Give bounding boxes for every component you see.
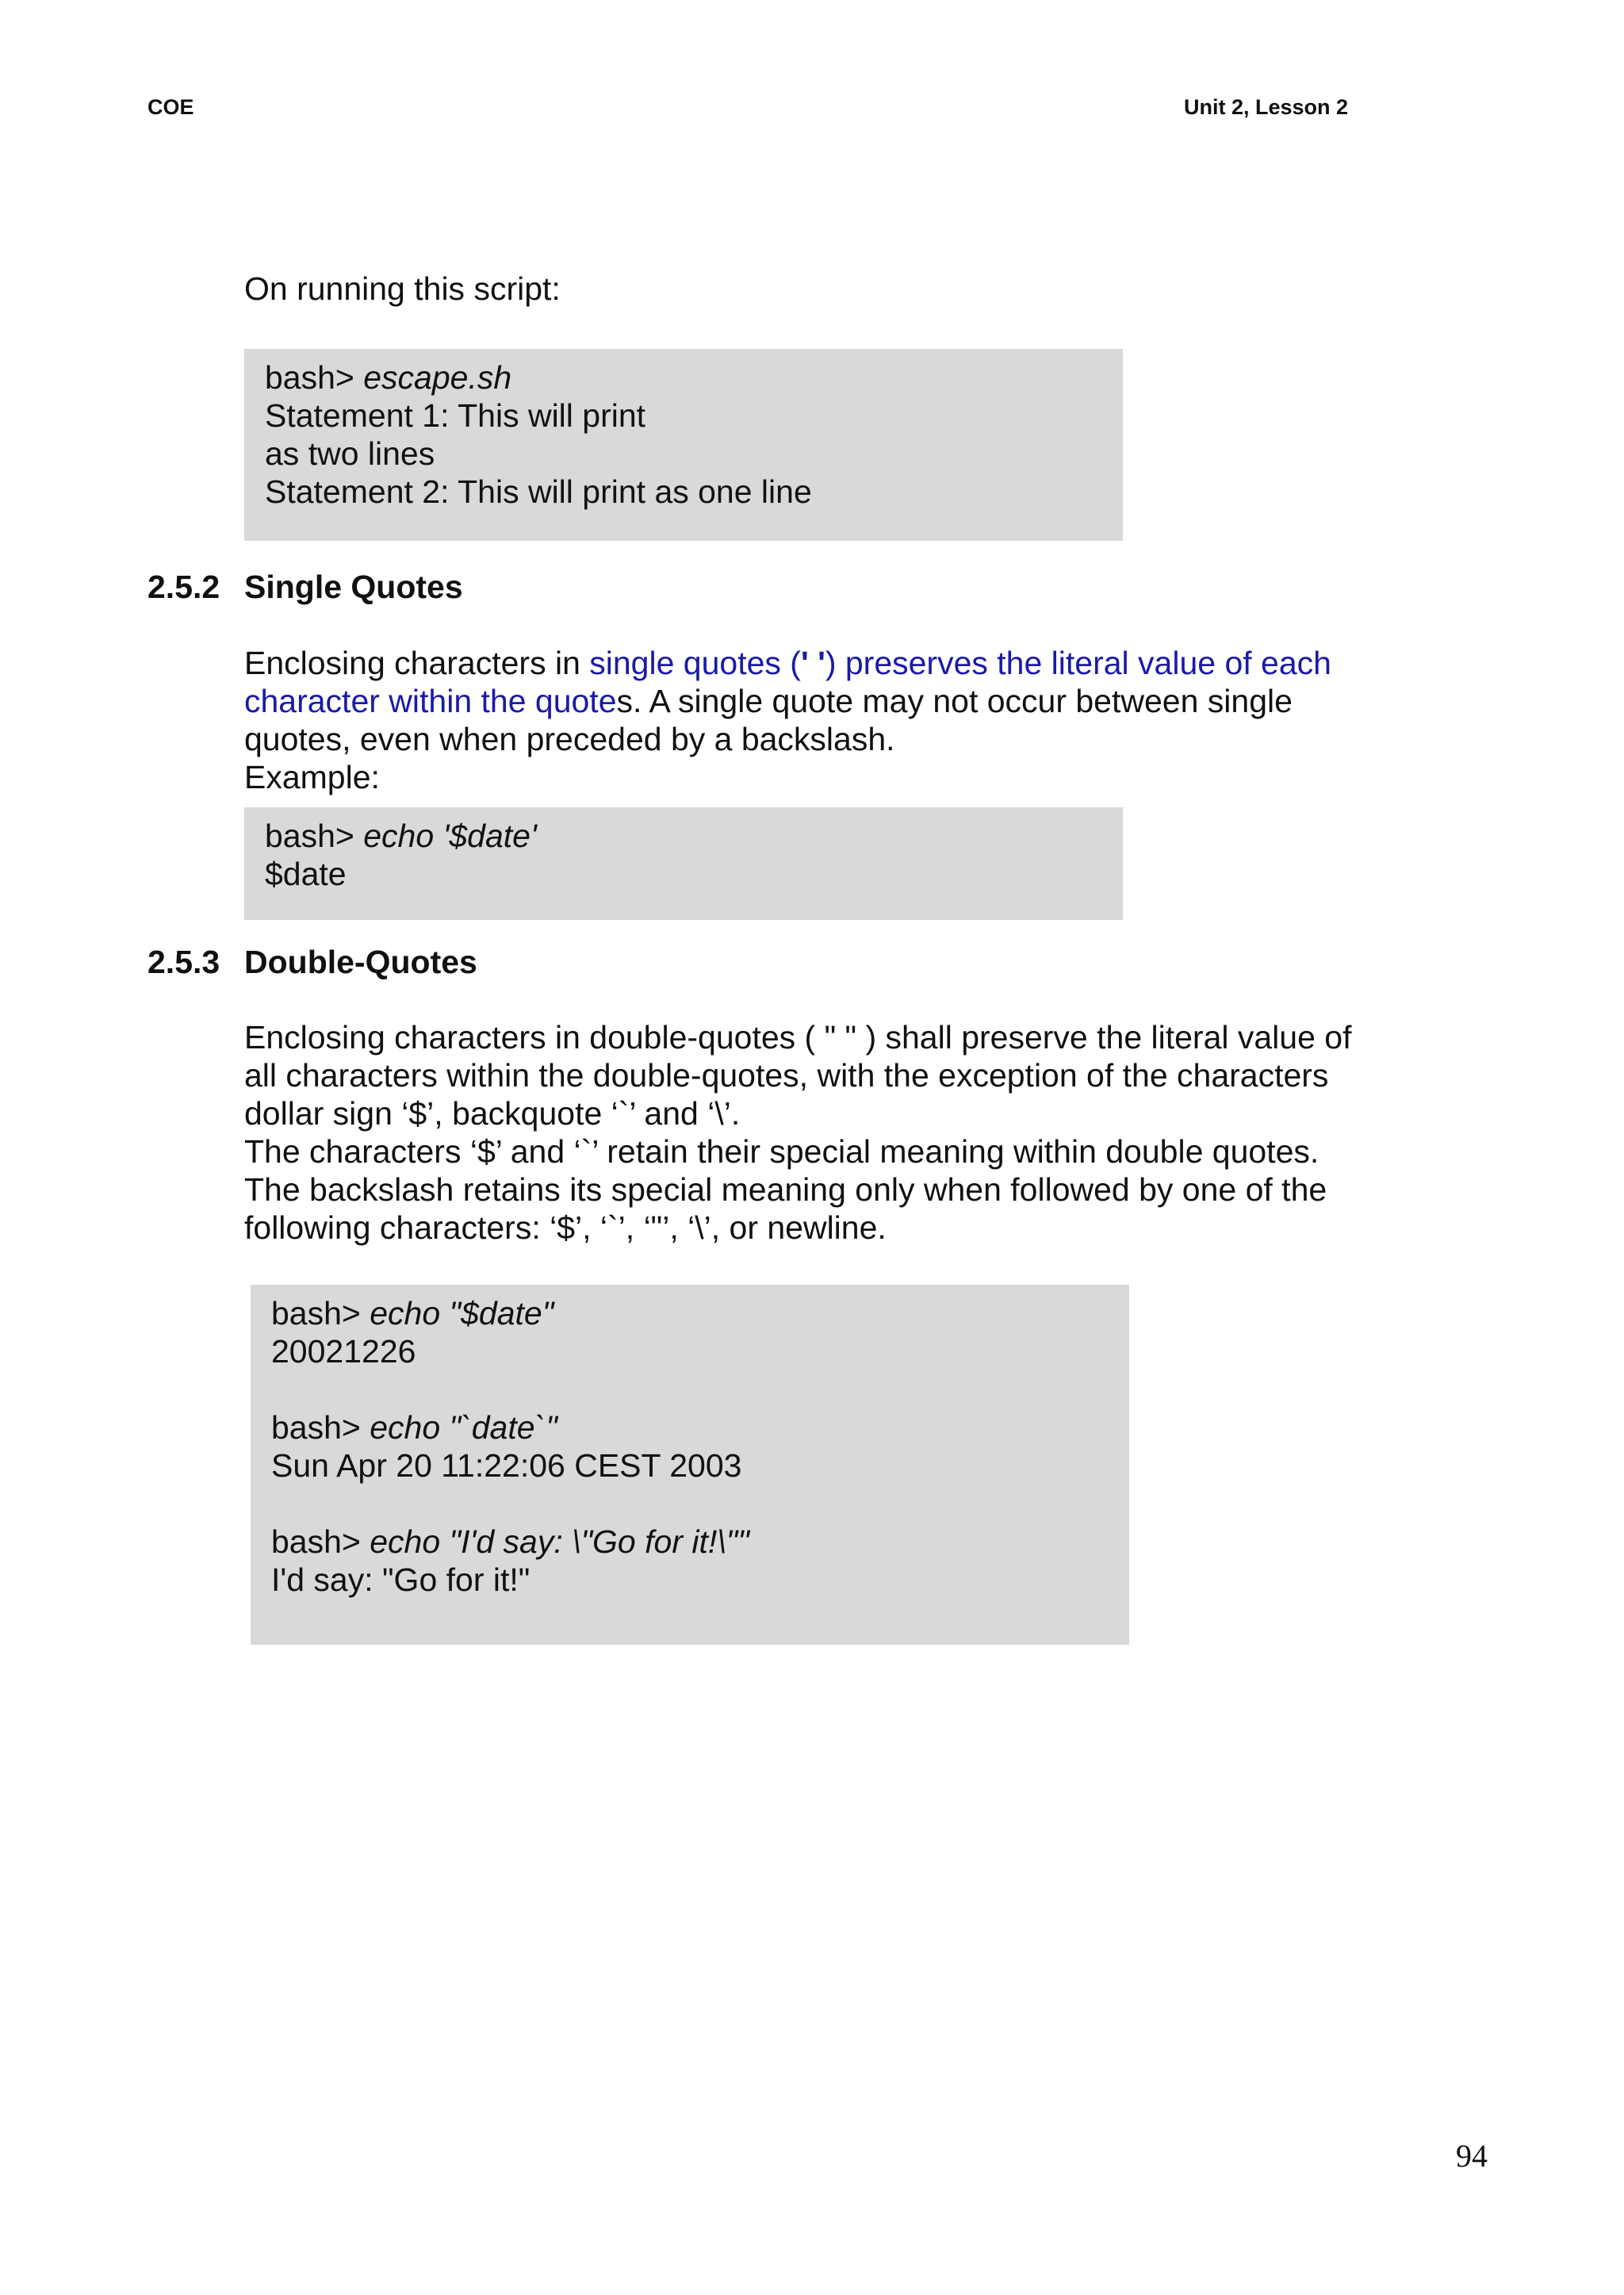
command: escape.sh [363, 359, 512, 396]
code-output-line: 20021226 [271, 1333, 416, 1370]
section-number: 2.5.2 [147, 569, 220, 605]
blank-line [271, 1485, 1109, 1523]
command: echo "`date`" [370, 1409, 557, 1446]
section-number: 2.5.3 [147, 944, 220, 980]
example-label: Example: [244, 759, 380, 795]
code-command-line: bash> echo '$date' [265, 818, 537, 854]
single-quotes-paragraph: Enclosing characters in single quotes (' ') preserves the literal value of each character within the quotes. A single quote may not occur between single quotes, even when preceded by a backslash. Example: [244, 644, 1386, 796]
blank-line [271, 1370, 1109, 1408]
code-box-single-quote [244, 807, 1123, 920]
command: echo "I'd say: \"Go for it!\"" [370, 1523, 749, 1560]
code-output-line: Statement 1: This will print [265, 397, 646, 434]
code-command-line: bash> echo "$date" [271, 1295, 554, 1331]
header-lesson: Unit 2, Lesson 2 [1184, 95, 1349, 119]
code-output-line: I'd say: "Go for it!" [271, 1561, 530, 1598]
code-box-double-quote [251, 1285, 1129, 1645]
code-output-line: $date [265, 856, 347, 892]
section-title: Double-Quotes [244, 944, 477, 980]
code-command-line: bash> echo "`date`" [271, 1409, 557, 1446]
code-output-line: as two lines [265, 435, 435, 472]
command: echo "$date" [370, 1295, 554, 1331]
intro-text: On running this script: [244, 270, 561, 307]
header-course: COE [147, 95, 194, 119]
code-output-line: Statement 2: This will print as one line [265, 473, 812, 510]
code-box-escape [244, 349, 1123, 541]
page-number: 94 [1456, 2138, 1488, 2174]
command: echo '$date' [363, 818, 537, 854]
section-title: Single Quotes [244, 569, 463, 605]
code-command-line: bash> escape.sh [265, 359, 512, 396]
code-output-line: Sun Apr 20 11:22:06 CEST 2003 [271, 1447, 742, 1484]
code-command-line: bash> echo "I'd say: \"Go for it!\"" [271, 1523, 749, 1560]
double-quotes-paragraph: Enclosing characters in double-quotes ( " " ) shall preserve the literal value of all characters within the double-quotes, with the exception of the characters dollar sign ‘$’, backquote ‘`’ and ‘\’. The characters ‘$’ and ‘`’ retain their special meaning within double quotes. The backslash retains its special meaning only when followed by one of the following characters: ‘$’, ‘`’, ‘"’, ‘\’, or newline. [244, 1019, 1352, 1246]
